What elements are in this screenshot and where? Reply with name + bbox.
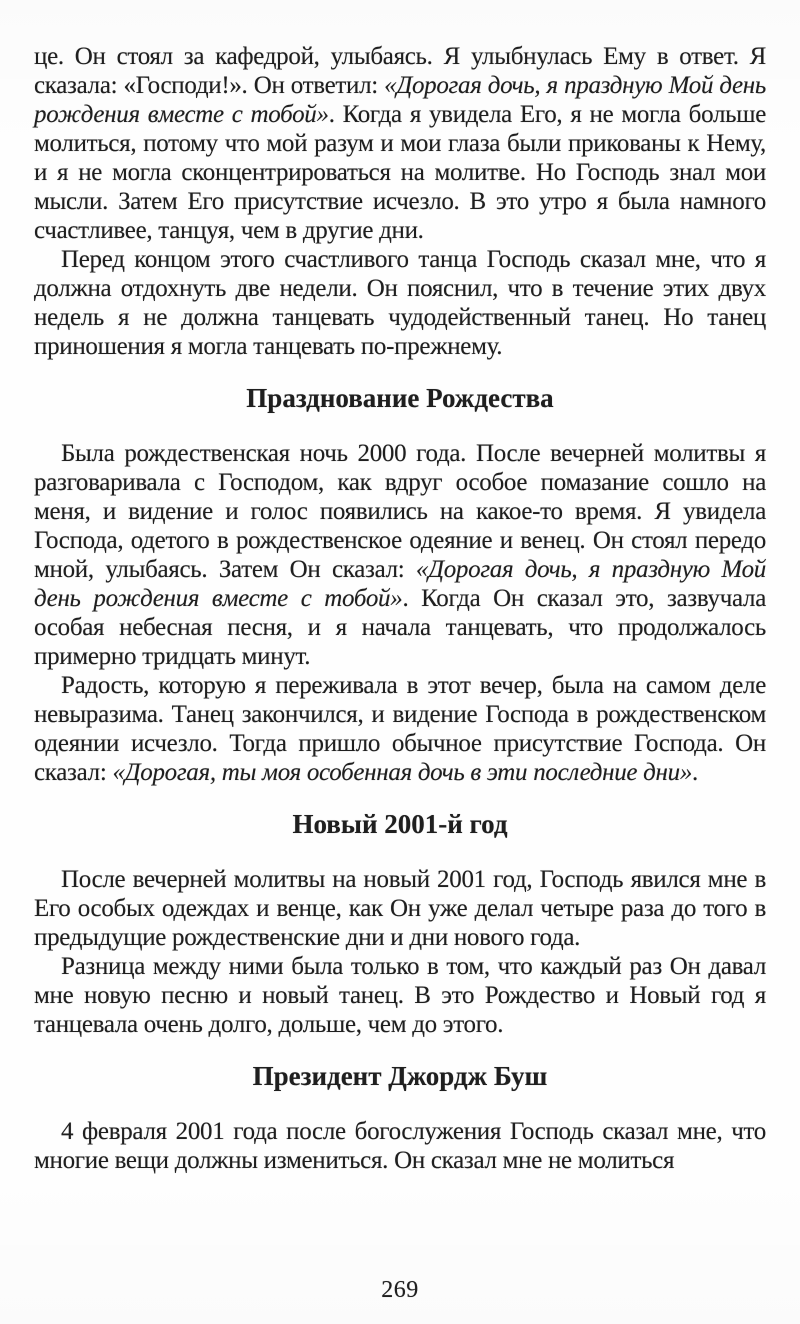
paragraph-continuation bbox=[34, 42, 766, 245]
paragraph-text: . Когда я увидела Его, я не могла больше молиться, потому что мой разум и мои глаза были прикованы к Нему, и я не могла сконцентрироваться на молитве. Но Господь знал мои мысли. Затем Его присутствие исчезло. В это утро я была намного счастливее, танцуя, чем в другие дни. bbox=[34, 101, 766, 244]
paragraph-text: . bbox=[692, 759, 698, 786]
section-heading-president: Президент Джордж Буш bbox=[252, 1061, 548, 1091]
page-number: 269 bbox=[381, 1277, 419, 1303]
paragraph: После вечерней молитвы на новый 2001 год, Господь явился мне в Его особых одеждах и венце, как Он уже делал четыре раза до того в предыдущие рождественские дни и дни нового года. bbox=[34, 866, 766, 951]
inline-quote: «Дорогая, ты моя особенная дочь в эти последние дни» bbox=[112, 759, 693, 786]
paragraph: Перед концом этого счастливого танца Господь сказал мне, что я должна отдохнуть две недели. Он пояснил, что в течение этих двух недель я не должна танцевать чудодейственный танец. Но танец приношения я могла танцевать по-прежнему. bbox=[34, 246, 766, 360]
paragraph bbox=[34, 439, 766, 671]
paragraph-text: . Когда Он сказал это, зазвучала особая небесная песня, и я начала танцевать, что продолжалось примерно тридцать минут. bbox=[34, 585, 766, 670]
section-heading-christmas: Празднование Рождества bbox=[246, 383, 554, 413]
paragraph: 4 февраля 2001 года после богослужения Господь сказал мне, что многие вещи должны измениться. Он сказал мне не молиться bbox=[34, 1118, 766, 1174]
paragraph-text: це. Он стоял за кафедрой, улыбаясь. Я улыбнулась Ему в ответ. Я сказала: «Господи!». Он ответил: bbox=[34, 43, 766, 99]
paragraph-text: Радость, которую я переживала в этот вечер, была на самом деле невыразима. Танец закончился, и видение Господа в рождественском одеянии исчезло. Тогда пришло обычное присутствие Господа. Он сказал: bbox=[34, 672, 766, 786]
inline-quote: «Дорогая дочь, я праздную Мой день рождения вместе с тобой» bbox=[34, 556, 766, 612]
paragraph-text: Была рождественская ночь 2000 года. После вечерней молитвы я разговаривала с Господом, как вдруг особое помазание сошло на меня, и видение и голос появились на какое-то время. Я увидела Господа, одетого в рождественское одеяние и венец. Он стоял передо мной, улыбаясь. Затем Он сказал: bbox=[34, 440, 766, 583]
paragraph: Разница между ними была только в том, что каждый раз Он давал мне новую песню и новый танец. В это Рождество и Новый год я танцевала очень долго, дольше, чем до этого. bbox=[34, 953, 766, 1038]
inline-quote: «Дорогая дочь, я праздную Мой день рождения вместе с тобой» bbox=[34, 72, 766, 128]
paragraph bbox=[34, 671, 766, 787]
section-heading-new-year: Новый 2001-й год bbox=[292, 809, 508, 839]
